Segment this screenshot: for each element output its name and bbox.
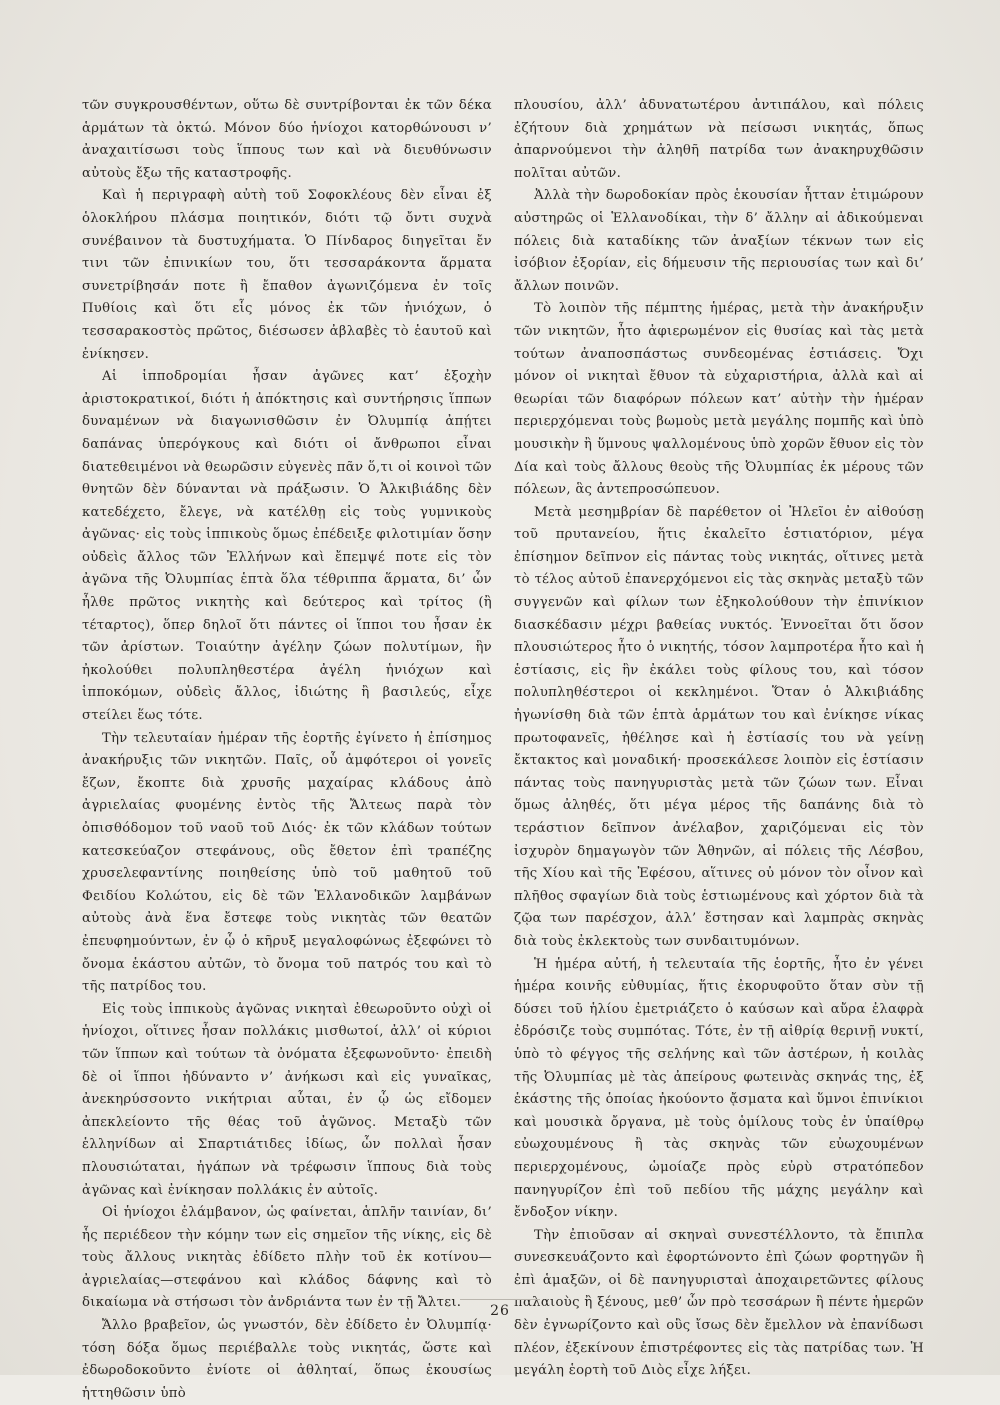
paragraph: Ἄλλο βραβεῖον, ὡς γνωστόν, δὲν ἐδίδετο ἐν Ὀλυμπίᾳ· τόση δόξα ὅμως περιέβαλλε τοὺς νικητάς, ὥστε καὶ ἐδωροδοκοῦντο ἐνίοτε οἱ ἀθληταί, ὅπως ἑκουσίως ἡττηθῶσιν ὑπὸ (82, 1318, 492, 1401)
paragraph: Οἱ ἡνίοχοι ἐλάμβανον, ὡς φαίνεται, ἁπλῆν ταινίαν, δι’ ἧς περιέδεον τὴν κόμην των εἰς σημεῖον τῆς νίκης, εἰς δὲ τοὺς ἄλλους νικητὰς ἐδίδετο πλὴν τοῦ ἐκ κοτίνου—ἀγριελαίας—στεφάνου καὶ κλάδος δάφνης καὶ τὸ δικαίωμα νὰ στήσωσι τὸν ἀνδριάντα των ἐν τῇ Ἄλτει. (82, 1205, 492, 1311)
paragraph: Ἀλλὰ τὴν δωροδοκίαν πρὸς ἑκουσίαν ἧτταν ἐτιμώρουν αὐστηρῶς οἱ Ἑλλανοδίκαι, τὴν δ’ ἄλλην αἱ ἀδικούμεναι πόλεις διὰ καταδίκης τῶν ἀναξίων τέκνων των εἰς ἰσόβιον ἐξορίαν, εἰς δήμευσιν τῆς περιουσίας των καὶ δι’ ἄλλων ποινῶν. (514, 188, 924, 294)
page-number: 26 (490, 1303, 510, 1319)
paragraph: Ἡ ἡμέρα αὐτή, ἡ τελευταία τῆς ἑορτῆς, ἦτο ἐν γένει ἡμέρα κοινῆς εὐθυμίας, ἥτις ἐκορυφοῦτο ὅταν σὺν τῇ δύσει τοῦ ἡλίου ἐμετριάζετο ὁ καύσων καὶ αὔρα ἐλαφρὰ ἐδρόσιζε τοὺς συμπότας. Τότε, ἐν τῇ αἰθρίᾳ θερινῇ νυκτί, ὑπὸ τὸ φέγγος τῆς σελήνης καὶ τῶν ἀστέρων, ἡ κοιλὰς τῆς Ὀλυμπίας μὲ τὰς ἀπείρους φωτεινὰς σκηνάς της, ἐξ ἑκάστης τῆς ὁποίας ἠκούοντο ᾄσματα καὶ ὕμνοι ἐπινίκιοι καὶ μουσικὰ ὄργανα, μὲ τοὺς ὁμίλους τοὺς ἐν ὑπαίθρῳ εὐωχουμένους ἢ τὰς σκηνὰς τῶν εὐωχουμένων περιερχομένους, ὡμοίαζε πρὸς εὐρὺ στρατόπεδον πανηγυρίζον ἐπὶ τοῦ πεδίου τῆς μάχης μεγάλην καὶ ἔνδοξον νίκην. (514, 956, 924, 1221)
paragraph: Αἱ ἱπποδρομίαι ἦσαν ἀγῶνες κατ’ ἐξοχὴν ἀριστοκρατικοί, διότι ἡ ἀπόκτησις καὶ συντήρησις ἵππων δυναμένων νὰ διαγωνισθῶσιν ἐν Ὀλυμπίᾳ ἀπῄτει δαπάνας ὑπερόγκους καὶ διότι οἱ ἄνθρωποι εἶναι διατεθειμένοι νὰ θεωρῶσιν εὐγενὲς πᾶν ὅ,τι οἱ κοινοὶ τῶν θνητῶν δὲν δύνανται νὰ πράξωσιν. Ὁ Ἀλκιβιάδης δὲν κατεδέχετο, ἔλεγε, νὰ κατέλθῃ εἰς τοὺς γυμνικοὺς ἀγῶνας· εἰς τοὺς ἱππικοὺς ὅμως ἐπέδειξε φιλοτιμίαν ὅσην οὐδεὶς ἄλλος τῶν Ἑλλήνων καὶ ἔπεμψέ ποτε εἰς τὸν ἀγῶνα τῆς Ὀλυμπίας ἑπτὰ ὅλα τέθριππα ἅρματα, δι’ ὧν ἦλθε πρῶτος νικητὴς καὶ δεύτερος καὶ τρίτος (ἢ τέταρτος), ὅπερ δηλοῖ ὅτι πάντες οἱ ἵπποι του ἦσαν ἐκ τῶν ἀρίστων. Τοιαύτην ἀγέλην ζώων πολυτίμων, ἣν ἠκολούθει πολυπληθεστέρα ἀγέλη ἡνιόχων καὶ ἱπποκόμων, οὐδεὶς ἄλλος, ἰδιώτης ἢ βασιλεύς, εἶχε στείλει ἕως τότε. (82, 369, 492, 724)
paragraph: Καὶ ἡ περιγραφὴ αὐτὴ τοῦ Σοφοκλέους δὲν εἶναι ἐξ ὁλοκλήρου πλάσμα ποιητικόν, διότι τῷ ὄντι συχνὰ συνέβαινον τὰ δυστυχήματα. Ὁ Πίνδαρος διηγεῖται ἔν τινι τῶν ἐπινικίων του, ὅτι τεσσαράκοντα ἅρματα συνετρίβησάν ποτε ἢ ἔπαθον ἀγωνιζόμενα ἐν τοῖς Πυθίοις καὶ ὅτι εἷς μόνος ἐκ τῶν ἡνιόχων, ὁ τεσσαρακοστὸς πρῶτος, διέσωσεν ἀβλαβὲς τὸ ἑαυτοῦ καὶ ἐνίκησεν. (82, 188, 492, 362)
paragraph: Εἰς τοὺς ἱππικοὺς ἀγῶνας νικηταὶ ἐθεωροῦντο οὐχὶ οἱ ἡνίοχοι, οἵτινες ἦσαν πολλάκις μισθωτοί, ἀλλ’ οἱ κύριοι τῶν ἵππων καὶ τούτων τὰ ὀνόματα ἐξεφωνοῦντο· ἐπειδὴ δὲ οἱ ἵπποι ἠδύναντο ν’ ἀνήκωσι καὶ εἰς γυναῖκας, ἀνεκηρύσσοντο νικήτριαι αὗται, ἐν ᾧ ὡς εἴδομεν ἀπεκλείοντο τῆς θέας τοῦ ἀγῶνος. Μεταξὺ τῶν ἑλληνίδων αἱ Σπαρτιάτιδες ἰδίως, ὧν πολλαὶ ἦσαν πλουσιώταται, ἠγάπων νὰ τρέφωσιν ἵππους διὰ τοὺς ἀγῶνας καὶ ἐνίκησαν πολλάκις ἐν αὐτοῖς. (82, 1001, 492, 1198)
right-text-column (514, 95, 924, 1383)
paragraph: τῶν συγκρουσθέντων, οὕτω δὲ συντρίβονται ἐκ τῶν δέκα ἁρμάτων τὰ ὀκτώ. Μόνον δύο ἡνίοχοι κατορθώνουσι ν’ ἀναχαιτίσωσι τοὺς ἵππους των καὶ νὰ διευθύνωσιν αὐτοὺς ἔξω τῆς καταστροφῆς. (82, 98, 492, 181)
paragraph: πλουσίου, ἀλλ’ ἀδυνατωτέρου ἀντιπάλου, καὶ πόλεις ἐζήτουν διὰ χρημάτων νὰ πείσωσι νικητάς, ὅπως ἀπαρνούμενοι τὴν ἀληθῆ πατρίδα των ἀνακηρυχθῶσιν πολῖται αὐτῶν. (514, 98, 924, 181)
paragraph: Τὴν τελευταίαν ἡμέραν τῆς ἑορτῆς ἐγίνετο ἡ ἐπίσημος ἀνακήρυξις τῶν νικητῶν. Παῖς, οὗ ἀμφότεροι οἱ γονεῖς ἔζων, ἔκοπτε διὰ χρυσῆς μαχαίρας κλάδους ἀπὸ ἀγριελαίας φυομένης ἐντὸς τῆς Ἄλτεως παρὰ τὸν ὀπισθόδομον τοῦ ναοῦ τοῦ Διός· ἐκ τῶν κλάδων τούτων κατεσκεύαζον στεφάνους, οὓς ἔθετον ἐπὶ τραπέζης χρυσελεφαντίνης ποιηθείσης ὑπὸ τοῦ μαθητοῦ τοῦ Φειδίου Κολώτου, εἰς δὲ τῶν Ἑλλανοδικῶν λαμβάνων αὐτοὺς ἀνὰ ἕνα ἔστεφε τοὺς νικητὰς τῶν θεατῶν ἐπευφημούντων, ἐν ᾧ ὁ κῆρυξ μεγαλοφώνως ἐξεφώνει τὸ ὄνομα ἑκάστου αὐτῶν, τὸ ὄνομα τοῦ πατρός του καὶ τὸ τῆς πατρίδος του. (82, 730, 492, 995)
paragraph: Τὴν ἐπιοῦσαν αἱ σκηναὶ συνεστέλλοντο, τὰ ἔπιπλα συνεσκευάζοντο καὶ ἐφορτώνοντο ἐπὶ ζώων φορτηγῶν ἢ ἐπὶ ἁμαξῶν, οἱ δὲ πανηγυρισταὶ ἀποχαιρετῶντες φίλους παλαιοὺς ἢ ξένους, μεθ’ ὧν πρὸ τεσσάρων ἢ πέντε ἡμερῶν δὲν ἐγνωρίζοντο καὶ οὓς ἴσως δὲν ἔμελλον νὰ ἐπανίδωσι πλέον, ἐξεκίνουν ἐπιστρέφοντες εἰς τὰς πατρίδας των. Ἡ μεγάλη ἑορτὴ τοῦ Διὸς εἶχε λήξει. (514, 1227, 924, 1379)
folio-rule (460, 1299, 540, 1300)
paragraph: Τὸ λοιπὸν τῆς πέμπτης ἡμέρας, μετὰ τὴν ἀνακήρυξιν τῶν νικητῶν, ἦτο ἀφιερωμένον εἰς θυσίας καὶ τὰς μετὰ τούτων ἀναποσπάστως συνδεομένας ἑστιάσεις. Ὄχι μόνον οἱ νικηταὶ ἔθυον τὰ εὐχαριστήρια, ἀλλὰ καὶ αἱ θεωρίαι τῶν διαφόρων πόλεων κατ’ αὐτὴν τὴν ἡμέραν περιερχόμεναι τοὺς βωμοὺς μετὰ μεγάλης πομπῆς καὶ ὑπὸ μουσικὴν ἢ ὕμνους ψαλλομένους ὑπὸ χορῶν ἔθυον εἰς τὸν Δία καὶ τοὺς ἄλλους θεοὺς τῆς Ὀλυμπίας ἐκ μέρους τῶν πόλεων, ἃς ἀντεπροσώπευον. (514, 301, 924, 498)
left-text-column (82, 95, 492, 1405)
paragraph: Μετὰ μεσημβρίαν δὲ παρέθετον οἱ Ἠλεῖοι ἐν αἰθούσῃ τοῦ πρυτανείου, ἥτις ἐκαλεῖτο ἑστιατόριον, μέγα ἐπίσημον δεῖπνον εἰς πάντας τοὺς νικητάς, οἵτινες μετὰ τὸ τέλος αὐτοῦ ἐπανερχόμενοι εἰς τὰς σκηνὰς μεταξὺ τῶν συγγενῶν καὶ φίλων των ἐξηκολούθουν τὴν ἐπινίκιον διασκέδασιν μέχρι βαθείας νυκτός. Ἐννοεῖται ὅτι ὅσον πλουσιώτερος ἦτο ὁ νικητής, τόσον λαμπροτέρα ἦτο καὶ ἡ ἑστίασις, εἰς ἣν ἐκάλει τοὺς φίλους του, καὶ τόσον πολυπληθέστεροι οἱ κεκλημένοι. Ὅταν ὁ Ἀλκιβιάδης ἠγωνίσθη διὰ τῶν ἑπτὰ ἁρμάτων του καὶ ἐνίκησε νίκας πρωτοφανεῖς, ἠθέλησε καὶ ἡ ἑστίασίς του νὰ γείνῃ ἔκτακτος καὶ μοναδική· προσεκάλεσε λοιπὸν εἰς ἑστίασιν πάντας τοὺς πανηγυριστὰς μετὰ τῶν ζώων των. Εἶναι ὅμως ἀληθές, ὅτι μέγα μέρος τῆς δαπάνης διὰ τὸ τεράστιον δεῖπνον ἀνέλαβον, χαριζόμεναι εἰς τὸν ἰσχυρὸν δημαγωγὸν τῶν Ἀθηνῶν, αἱ πόλεις τῆς Λέσβου, τῆς Χίου καὶ τῆς Ἐφέσου, αἵτινες οὐ μόνον τὸν οἶνον καὶ πλῆθος σφαγίων διὰ τοὺς ἑστιωμένους καὶ χόρτον διὰ τὰ ζῷα των παρέσχον, ἀλλ’ ἔστησαν καὶ λαμπρὰς σκηνὰς διὰ τοὺς ἐκλεκτοὺς των συνδαιτυμόνων. (514, 504, 924, 949)
